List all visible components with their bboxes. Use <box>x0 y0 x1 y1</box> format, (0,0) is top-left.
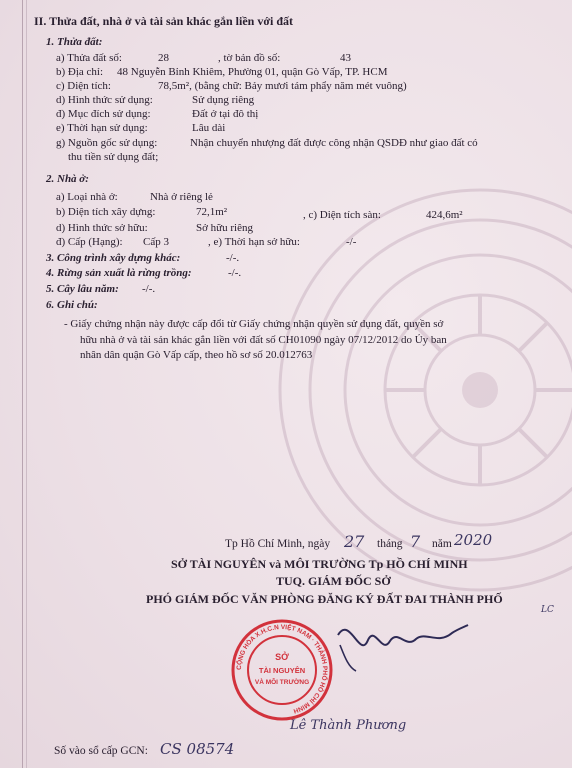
org-department: SỞ TÀI NGUYÊN và MÔI TRƯỜNG Tp HỒ CHÍ MINH <box>171 557 468 571</box>
house-term-value: -/- <box>346 236 357 248</box>
official-seal <box>230 618 334 722</box>
forest-value: -/-. <box>228 267 242 279</box>
drum-watermark <box>270 180 572 600</box>
land-use-form-value: Sử dụng riêng <box>192 94 255 106</box>
land-address-label: b) Địa chỉ: <box>56 66 104 78</box>
signing-month: 7 <box>410 532 421 551</box>
seal-line-1: SỞ <box>275 652 289 662</box>
house-build-area-label: b) Diện tích xây dựng: <box>56 206 156 218</box>
land-parcel-label: a) Thửa đất số: <box>56 52 122 64</box>
house-term-label: , e) Thời hạn sở hữu: <box>208 236 300 248</box>
notes-heading: 6. Ghi chú: <box>46 299 98 311</box>
house-grade-value: Cấp 3 <box>143 236 169 248</box>
notes-line-2: hữu nhà ở và tài sản khác gắn liền với đất số CH01090 ngày 07/12/2012 do Ủy ban <box>80 334 447 346</box>
registry-label: Số vào sổ cấp GCN: <box>54 745 148 757</box>
house-floor-area-value: 424,6m² <box>426 209 463 221</box>
signing-day: 27 <box>344 532 365 551</box>
land-origin-label: g) Nguồn gốc sử dụng: <box>56 137 158 149</box>
notes-line-3: nhân dân quận Gò Vấp cấp, theo hồ sơ số 20.012763 <box>80 349 313 361</box>
land-term-value: Lâu dài <box>192 122 226 134</box>
land-purpose-label: đ) Mục đích sử dụng: <box>56 108 151 120</box>
seal-line-3: VÀ MÔI TRƯỜNG <box>254 679 310 686</box>
house-grade-label: đ) Cấp (Hạng): <box>56 236 123 248</box>
house-type-value: Nhà ở riêng lẻ <box>150 191 213 203</box>
land-area-value: 78,5m², (bằng chữ: Bảy mươi tám phẩy năm mét vuông) <box>158 80 407 92</box>
house-ownership-value: Sở hữu riêng <box>196 222 253 234</box>
signer-initials: LC <box>541 605 554 615</box>
seal-ring-text: CỘNG HÒA X.H.C.N VIỆT NAM · THÀNH PHỐ HỒ CHÍ MINH <box>235 623 329 715</box>
land-area-label: c) Diện tích: <box>56 80 111 92</box>
land-origin-value-cont: thu tiền sử dụng đất; <box>68 151 159 163</box>
org-authority: TUQ. GIÁM ĐỐC SỞ <box>276 574 391 588</box>
land-term-label: e) Thời hạn sử dụng: <box>56 122 148 134</box>
signature-scribble <box>320 605 470 675</box>
seal-line-2: TÀI NGUYÊN <box>258 666 306 675</box>
perennial-label: 5. Cây lâu năm: <box>46 283 119 295</box>
other-works-label: 3. Công trình xây dựng khác: <box>46 252 181 264</box>
section-title: II. Thửa đất, nhà ở và tài sản khác gắn liền với đất <box>34 14 294 28</box>
house-floor-area-label: , c) Diện tích sàn: <box>303 209 381 221</box>
land-origin-value: Nhận chuyển nhượng đất được công nhận QSDĐ như giao đất có <box>190 137 478 149</box>
signer-name: Lê Thành Phương <box>290 718 407 733</box>
land-map-label: , tờ bản đồ số: <box>218 52 281 64</box>
land-address-value: 48 Nguyễn Bỉnh Khiêm, Phường 01, quận Gò Vấp, TP. HCM <box>117 66 388 78</box>
land-use-form-label: d) Hình thức sử dụng: <box>56 94 153 106</box>
other-works-value: -/-. <box>226 252 240 264</box>
land-map-value: 43 <box>340 52 351 64</box>
forest-label: 4. Rừng sản xuất là rừng trồng: <box>46 267 192 279</box>
house-heading: 2. Nhà ở: <box>46 173 89 185</box>
left-border-inner <box>26 0 27 768</box>
perennial-value: -/-. <box>142 283 156 295</box>
left-border <box>22 0 23 768</box>
house-type-label: a) Loại nhà ở: <box>56 191 118 203</box>
house-build-area-value: 72,1m² <box>196 206 228 218</box>
signing-month-label: tháng <box>377 538 403 550</box>
land-purpose-value: Đất ở tại đô thị <box>192 108 259 120</box>
signing-year-label: năm <box>432 538 452 550</box>
notes-line-1: - Giấy chứng nhận này được cấp đổi từ Giấy chứng nhận quyền sử dụng đất, quyền sở <box>64 318 444 330</box>
land-heading: 1. Thửa đất: <box>46 36 103 48</box>
registry-number: CS 08574 <box>160 740 235 758</box>
land-parcel-value: 28 <box>158 52 169 64</box>
house-ownership-label: d) Hình thức sở hữu: <box>56 222 148 234</box>
signing-place-prefix: Tp Hồ Chí Minh, ngày <box>225 538 331 550</box>
org-office: PHÓ GIÁM ĐỐC VĂN PHÒNG ĐĂNG KÝ ĐẤT ĐAI THÀNH PHỐ <box>146 592 503 606</box>
signing-year: 2020 <box>454 531 493 549</box>
